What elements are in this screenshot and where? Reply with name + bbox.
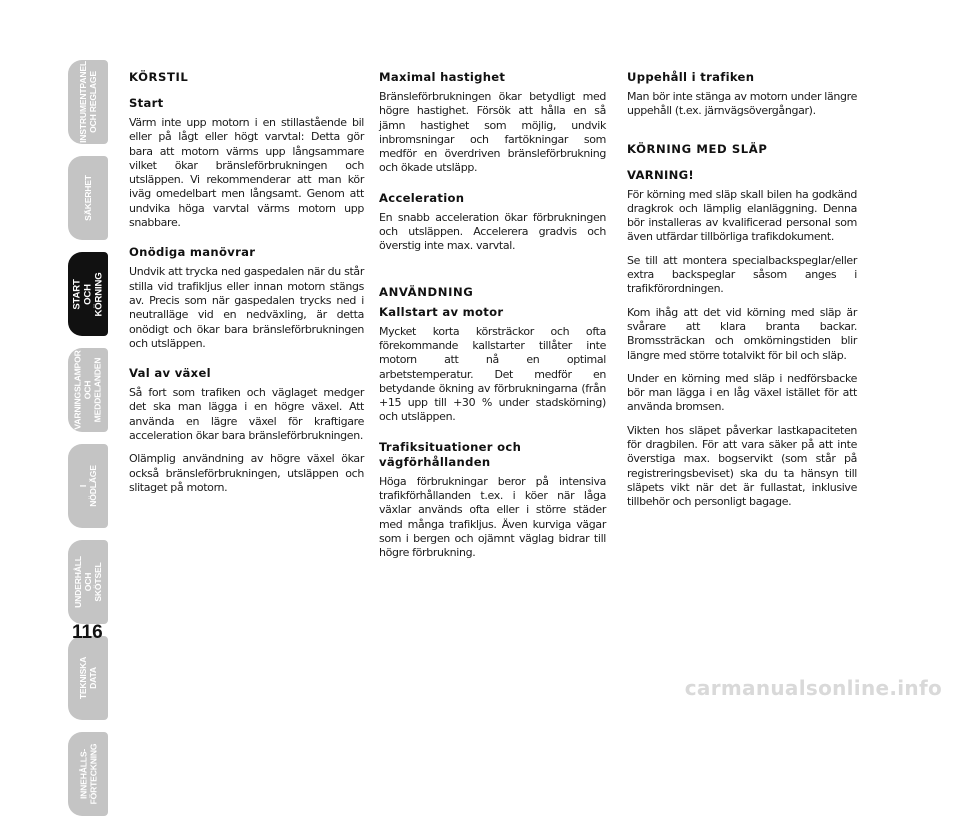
paragraph-uppehall: Man bör inte stänga av motorn under längre uppehåll (t.ex. järnvägsövergångar).: [627, 90, 857, 118]
tab-label: UNDERHÅLL OCH SKÖTSEL: [73, 556, 104, 608]
column-hastighet: [379, 70, 606, 570]
tab-label: INSTRUMENTPANEL OCH REGLAGE: [78, 61, 99, 143]
tab-instrumentpanel[interactable]: [68, 60, 108, 144]
paragraph-start: Värm inte upp motorn i en stillastående bil eller på lågt eller högt varvtal: Detta gör bara att motorn värms upp långsammare vilket ökar bränsleförbrukningen och utsläppen. Vi rekommenderar att man kör iväg omedelbart men långsamt. Genom att undvika höga varvtal värms motorn upp snabbare.: [129, 116, 364, 230]
paragraph-trafiksituationer: Höga förbrukningar beror på intensiva trafikförhållanden t.ex. i köer när låga växlar används ofta eller i större städer med många trafikljus. Även kurviga vägar som i bergen och ojämnt väglag bidrar till högre förbrukning.: [379, 474, 606, 560]
paragraph-kallstart: Mycket korta körsträckor och ofta förekommande kallstarter tillåter inte motorn att nå en optimal arbetstemperatur. Det medför en betydande ökning av förbrukningarna (från +15 upp till +30 % under stadskörning) och utsläppen.: [379, 324, 606, 424]
subheading-val-av-vaxel: Val av växel: [129, 366, 211, 381]
paragraph-backspeglar: Se till att montera specialbackspeglar/eller extra backspeglar såsom anges i trafikförordningen.: [627, 253, 857, 296]
tab-label: I NÖDLÄGE: [78, 465, 98, 507]
warning-heading: VARNING!: [627, 167, 695, 182]
subheading-trafiksituationer: Trafiksituationer och vägförhållanden: [379, 439, 522, 469]
section-title: KÖRSTIL: [129, 70, 189, 84]
watermark: carmanualsonline.info: [684, 676, 942, 700]
section-title-korning-med-slap: KÖRNING MED SLÄP: [627, 141, 768, 156]
tab-tekniska-data[interactable]: [68, 636, 108, 720]
subheading-start: Start: [129, 96, 164, 110]
paragraph-acceleration: En snabb acceleration ökar förbrukningen och utsläppen. Accelerera gradvis och överstig inte max. varvtal.: [379, 210, 606, 253]
tab-i-nodlage[interactable]: [68, 444, 108, 528]
paragraph-varning: För körning med släp skall bilen ha godkänd dragkrok och lämplig elanläggning. Denna bör installeras av kvalificerad personal som även utfärdar tillbörliga trafikdokument.: [627, 187, 857, 244]
column-slap: [627, 70, 857, 519]
page-number: 116: [72, 622, 103, 643]
tab-start-och-korning[interactable]: [68, 252, 108, 336]
column-korstil: [129, 70, 364, 504]
tab-label: SÄKERHET: [83, 175, 94, 221]
subheading-acceleration: Acceleration: [379, 190, 465, 205]
tab-label: TEKNISKA DATA: [78, 656, 99, 700]
tab-innehallsforteckning[interactable]: [68, 732, 108, 816]
section-tabs: [68, 60, 110, 828]
paragraph-vaxel-2: Olämplig användning av högre växel ökar också bränsleförbrukningen, utsläppen och slitaget på motorn.: [129, 452, 364, 494]
subheading-maximal-hastighet: Maximal hastighet: [379, 70, 506, 84]
paragraph-maximal-hastighet: Bränsleförbrukningen ökar betydligt med högre hastighet. Försök att hålla en så jämn hastighet som möjlig, undvik inbromsningar och fartökningar som medför en överdriven bränsleförbrukning och ökade utsläpp.: [379, 90, 606, 175]
subheading-kallstart: Kallstart av motor: [379, 304, 504, 319]
subheading-onodiga-manovrar: Onödiga manövrar: [129, 245, 256, 260]
subheading-uppehall: Uppehåll i trafiken: [627, 70, 755, 84]
paragraph-nedforsbacke: Under en körning med släp i nedförsbacke bör man lägga i en låg växel istället för att använda bromsen.: [627, 371, 857, 414]
tab-label: VARNINGSLAMPOR OCH MEDDELANDEN: [73, 350, 104, 430]
section-title-anvandning: ANVÄNDNING: [379, 284, 474, 299]
paragraph-onodiga-manovrar: Undvik att trycka ned gaspedalen när du står stilla vid trafikljus eller innan motorn stängs av. Precis som när gaspedalen trycks ned i neutralläge vid en nedväxling, är detta onödigt och ökar bara bränsleförbrukningen och utsläppen.: [129, 265, 364, 350]
tab-label: INNEHÅLLS- FÖRTECKNING: [78, 743, 99, 805]
tab-varningslampor[interactable]: [68, 348, 108, 432]
tab-underhall[interactable]: [68, 540, 108, 624]
paragraph-slapvikt: Vikten hos släpet påverkar lastkapaciteten för dragbilen. För att vara säker på att inte överstiga max. bogservikt (som står på registreringsbeviset) ska du ta hänsyn till släpets vikt när det är fullastat, inklusive tillbehör och personligt bagage.: [627, 423, 857, 509]
paragraph-branta-backar: Kom ihåg att det vid körning med släp är svårare att klara branta backar. Bromssträckan och omkörningstiden blir längre med större totalvikt för bil och släp.: [627, 305, 857, 362]
paragraph-vaxel-1: Så fort som trafiken och väglaget medger det ska man lägga i en högre växel. Att använda en lägre växel för kraftigare acceleration ökar bara bränsleförbrukningen.: [129, 386, 364, 443]
tab-sakerhet[interactable]: [68, 156, 108, 240]
tab-label: START OCH KÖRNING: [71, 272, 105, 316]
